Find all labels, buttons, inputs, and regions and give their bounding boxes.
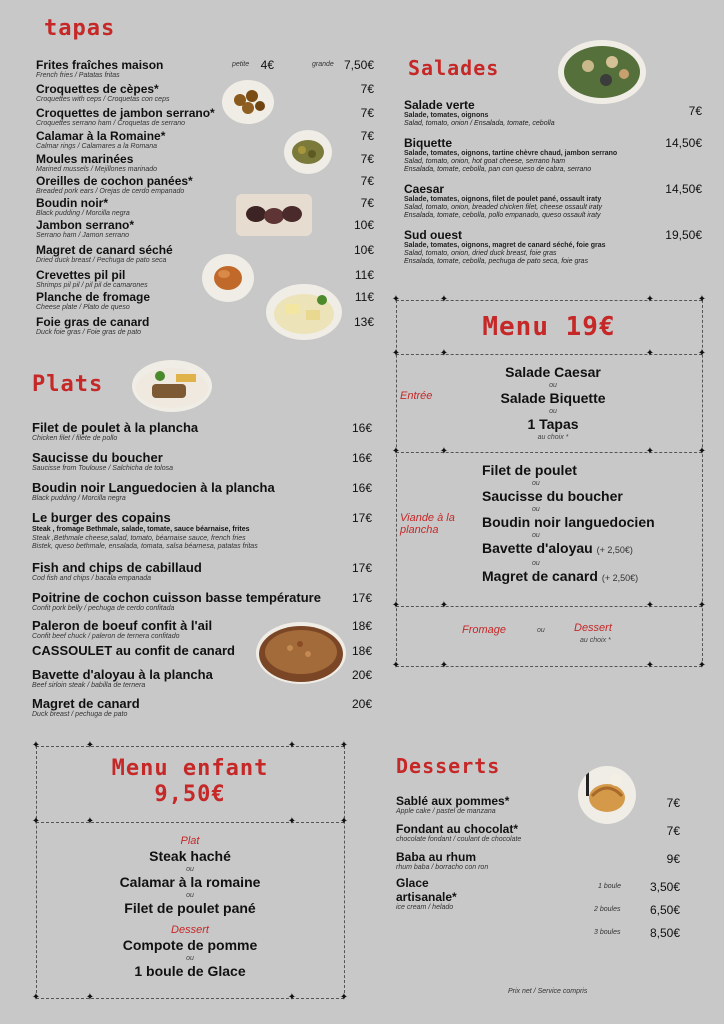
glace-size-label: 2 boules — [594, 906, 621, 913]
entree-item: Salade Caesar — [505, 364, 601, 380]
plat-item — [32, 696, 140, 719]
item-price: 7€ — [666, 796, 680, 810]
tapas-item — [36, 58, 163, 80]
item-name: Biquette — [404, 136, 452, 150]
plats-title: Plats — [32, 372, 104, 397]
star-icon: ✦ — [287, 992, 297, 1003]
item-name: Boudin noir Languedocien à la plancha — [32, 480, 275, 495]
item-translation: Croquettes with ceps / Croquetas con ceps — [36, 96, 170, 103]
viande-item: Filet de poulet — [482, 462, 577, 478]
item-translation: Saucisse from Toulouse / Salchicha de tolosa — [32, 465, 173, 472]
plat-item — [32, 667, 213, 690]
item-description: Salade, tomates, oignons, tartine chèvre chaud, jambon serrano — [404, 150, 618, 157]
supplement-price: (+ 2,50€) — [601, 573, 639, 583]
star-icon: ✦ — [645, 348, 655, 359]
enfant-dessert: Compote de pomme — [122, 937, 258, 953]
item-name: Poitrine de cochon cuisson basse température — [32, 590, 321, 605]
item-price: 16€ — [351, 481, 372, 495]
item-price: 18€ — [351, 619, 372, 633]
tapas-item — [36, 290, 150, 312]
item-translation: Salad, tomato, onion, dried duck breast, foie gras — [404, 250, 557, 257]
plat-item — [32, 560, 202, 583]
dessert-item — [396, 794, 509, 816]
item-name: CASSOULET au confit de canard — [32, 643, 235, 658]
item-price: 18€ — [351, 644, 372, 658]
item-price: 20€ — [351, 697, 372, 711]
salade-photo — [558, 40, 646, 104]
tapas-item — [36, 196, 130, 218]
item-description: Salade, tomates, oignons, magret de canard séché, foie gras — [404, 242, 606, 249]
item-price: 7€ — [360, 82, 374, 96]
boudin-photo — [236, 194, 312, 236]
star-icon: ✦ — [645, 294, 655, 305]
star-icon: ✦ — [391, 600, 401, 611]
salade-item — [404, 228, 606, 266]
item-price: 7€ — [688, 104, 702, 118]
viande-label: Viande à la plancha — [400, 512, 455, 536]
salade-item — [404, 136, 617, 174]
crevettes-photo — [202, 254, 254, 302]
item-name: Croquettes de jambon serrano* — [36, 106, 215, 120]
item-price: 17€ — [351, 591, 372, 605]
dessert-label: Dessert — [574, 622, 612, 634]
viande-item: Bavette d'aloyau (+ 2,50€) — [482, 540, 633, 556]
star-icon: ✦ — [339, 740, 349, 751]
viande-item: Saucisse du boucher — [482, 488, 623, 504]
fromage-label: Fromage — [462, 624, 507, 636]
item-name: Calamar à la Romaine* — [36, 129, 166, 143]
star-icon: ✦ — [697, 348, 707, 359]
item-translation: Chicken filet / filete de pollo — [32, 435, 118, 442]
desserts-title: Desserts — [396, 754, 501, 778]
item-name: Sud ouest — [404, 228, 463, 242]
item-translation: Cod fish and chips / bacala empanada — [32, 575, 152, 582]
enfant-title: Menu enfant 9,50€ — [111, 756, 269, 807]
item-translation: Ensalada, tomate, cebolla, pollo empanado, queso ossault iraty — [404, 212, 601, 219]
dessert-label: Dessert — [171, 924, 209, 936]
entree-item: 1 Tapas — [527, 416, 579, 432]
ou-separator: ou — [186, 866, 194, 873]
star-icon: ✦ — [339, 992, 349, 1003]
ou-separator: ou — [532, 506, 540, 513]
plat-item — [32, 420, 198, 443]
item-name: Fish and chips de cabillaud — [32, 560, 202, 575]
tapas-item — [36, 218, 134, 240]
salades-title: Salades — [408, 56, 500, 80]
star-icon: ✦ — [339, 816, 349, 827]
entree-item: Salade Biquette — [500, 390, 606, 406]
enfant-items — [36, 834, 344, 980]
menu19-title: Menu 19€ — [482, 312, 616, 342]
item-translation: Steak ,Bethmale cheese,salad, tomato, béarnaise sauce, french fries — [32, 535, 246, 542]
star-icon: ✦ — [287, 740, 297, 751]
fromage-photo — [266, 284, 342, 340]
item-translation: Salad, tomato, onion, hot goat cheese, serrano ham — [404, 158, 566, 165]
item-price: 17€ — [351, 511, 372, 525]
dessert-item — [396, 850, 488, 872]
croquettes-photo — [222, 80, 274, 124]
item-translation: Croquettes serrano ham / Croquetas de serrano — [36, 120, 186, 127]
glace-price: 8,50€ — [649, 926, 680, 940]
item-translation: Dried duck breast / Pechuga de pato seca — [36, 257, 167, 264]
plat-item — [32, 643, 235, 658]
star-icon: ✦ — [391, 294, 401, 305]
star-icon: ✦ — [439, 294, 449, 305]
menu19-entrees — [460, 364, 646, 442]
star-icon: ✦ — [439, 348, 449, 359]
star-icon: ✦ — [645, 446, 655, 457]
item-translation: Calmar rings / Calamares a la Romana — [36, 143, 157, 150]
supplement-price: (+ 2,50€) — [596, 545, 633, 555]
ou-separator: ou — [532, 560, 540, 567]
enfant-plat: Filet de poulet pané — [124, 900, 256, 916]
item-translation: Salad, tomato, onion, breaded chicken filet, cheese ossault iraty — [404, 204, 603, 211]
ou-separator: ou — [532, 480, 540, 487]
plat-item — [32, 450, 173, 473]
item-price: 11€ — [354, 290, 374, 304]
item-price: 9€ — [666, 852, 680, 866]
item-name: Filet de poulet à la plancha — [32, 420, 199, 435]
item-price: 16€ — [351, 451, 372, 465]
item-name: Bavette d'aloyau à la plancha — [32, 667, 213, 682]
ou-separator: ou — [549, 382, 557, 389]
item-name: Salade verte — [404, 98, 475, 112]
star-icon: ✦ — [31, 816, 41, 827]
item-name: Fondant au chocolat* — [396, 822, 519, 836]
star-icon: ✦ — [85, 816, 95, 827]
glace-price: 3,50€ — [649, 880, 680, 894]
item-translation: Ensalada, tomate, cebolla, pechuga de pato seca, foie gras — [404, 258, 589, 265]
ou-separator: ou — [532, 532, 540, 539]
item-translation: Salad, tomato, onion / Ensalada, tomate, cebolla — [404, 120, 555, 127]
item-price: 10€ — [353, 218, 374, 232]
item-name: Boudin noir* — [36, 196, 108, 210]
item-name: Jambon serrano* — [36, 218, 135, 232]
item-translation: Duck foie gras / Foie gras de pato — [36, 329, 142, 336]
item-name: Caesar — [404, 182, 445, 196]
star-icon: ✦ — [645, 600, 655, 611]
star-icon: ✦ — [697, 294, 707, 305]
item-translation: Apple cake / pastel de manzana — [396, 808, 496, 815]
plat-item — [32, 510, 258, 551]
item-translation: Shrimps pil pil / pil pil de camarones — [36, 282, 148, 289]
plat-label: Plat — [180, 835, 200, 847]
star-icon: ✦ — [31, 992, 41, 1003]
menu19-viandes — [456, 462, 676, 587]
star-icon: ✦ — [697, 660, 707, 671]
item-name: Planche de fromage — [36, 290, 151, 304]
fish-chips-photo — [132, 360, 212, 412]
tapas-item — [36, 82, 169, 104]
item-price: 16€ — [351, 421, 372, 435]
item-price: 7€ — [666, 824, 680, 838]
plat-item — [32, 618, 212, 641]
viande-item: Magret de canard (+ 2,50€) — [482, 568, 639, 584]
item-description: Salade, tomates, oignons — [404, 112, 489, 119]
item-name: Moules marinées — [36, 152, 134, 166]
glace-size-label: 3 boules — [594, 929, 621, 936]
item-name: Frites fraîches maison — [36, 58, 164, 72]
star-icon: ✦ — [439, 660, 449, 671]
dessert-item — [396, 822, 521, 844]
item-translation: Confit beef chuck / paleron de ternera confitado — [32, 633, 180, 640]
item-name: Sablé aux pommes* — [396, 794, 510, 808]
star-icon: ✦ — [31, 740, 41, 751]
item-price: 19,50€ — [665, 228, 702, 242]
item-translation: Serrano ham / Jamon serrano — [36, 232, 129, 239]
item-translation: Duck breast / pechuga de pato — [32, 711, 128, 718]
item-translation: Cheese plate / Plato de queso — [36, 304, 130, 311]
item-name: Le burger des copains — [32, 510, 171, 525]
item-translation: Black pudding / Morcilla negra — [36, 210, 130, 217]
item-translation: Black pudding / Morcilla negra — [32, 495, 126, 502]
tapas-item — [36, 174, 193, 196]
star-icon: ✦ — [697, 446, 707, 457]
item-description: Steak , fromage Bethmale, salade, tomate, sauce béarnaise, frites — [32, 526, 250, 533]
item-price: 17€ — [351, 561, 372, 575]
item-price: 7€ — [360, 196, 374, 210]
item-price: 7€ — [360, 152, 374, 166]
item-name: Baba au rhum — [396, 850, 477, 864]
star-icon: ✦ — [645, 660, 655, 671]
star-icon: ✦ — [287, 816, 297, 827]
enfant-dessert: 1 boule de Glace — [134, 963, 246, 979]
tapas-item — [36, 106, 215, 128]
item-price: 7€ — [360, 106, 374, 120]
item-translation: Bistek, queso bethmale, ensalada, tomata, salsa béarnesa, patatas fritas — [32, 543, 258, 550]
plat-item — [32, 590, 321, 613]
item-name: Paleron de boeuf confit à l'ail — [32, 618, 213, 633]
moules-photo — [284, 130, 332, 174]
star-icon: ✦ — [391, 660, 401, 671]
enfant-plat: Steak haché — [149, 848, 231, 864]
tapas-note: au choix * — [537, 434, 569, 441]
footer-note: Prix net / Service compris — [508, 988, 588, 995]
star-icon: ✦ — [439, 600, 449, 611]
item-price: 10€ — [353, 243, 374, 257]
glace-price: 6,50€ — [649, 903, 680, 917]
item-price: 11€ — [354, 268, 374, 282]
tapas-item — [36, 129, 165, 151]
dessert-note: au choix * — [580, 637, 611, 644]
ou-separator: ou — [186, 955, 194, 962]
tapas-item — [36, 268, 148, 290]
item-name: Oreilles de cochon panées* — [36, 174, 193, 188]
entree-label: Entrée — [400, 390, 433, 402]
item-price: 20€ — [351, 668, 372, 682]
item-price: 14,50€ — [665, 136, 702, 150]
item-translation: Ensalada, tomate, cebolla, pan con queso de cabra, serrano — [404, 166, 592, 173]
item-price: 7€ — [360, 129, 374, 143]
item-name: Croquettes de cèpes* — [36, 82, 159, 96]
item-translation: rhum baba / borracho con ron — [396, 864, 489, 871]
salade-item — [404, 98, 555, 128]
size-label: petite — [232, 61, 250, 68]
item-translation: Breaded pork ears / Orejas de cerdo empanado — [36, 188, 185, 195]
ou-separator: ou — [186, 892, 194, 899]
item-name: Magret de canard séché — [36, 243, 173, 257]
glace-item: Glace artisanale* ice cream / helado — [396, 876, 457, 911]
ou-separator: ou — [537, 627, 545, 634]
cassoulet-photo — [256, 622, 346, 684]
ou-separator: ou — [549, 408, 557, 415]
tapas-item — [36, 315, 149, 337]
item-name: Saucisse du boucher — [32, 450, 163, 465]
item-name: Magret de canard — [32, 696, 140, 711]
tapas-item — [36, 152, 157, 174]
item-price: 14,50€ — [665, 182, 702, 196]
enfant-plat: Calamar à la romaine — [119, 874, 261, 890]
item-price: 13€ — [353, 315, 374, 329]
star-icon: ✦ — [391, 446, 401, 457]
item-translation: Beef sirloin steak / babilla de ternera — [32, 682, 146, 689]
size-label: grande — [312, 61, 334, 68]
tapas-title: tapas — [44, 16, 116, 41]
tapas-item — [36, 243, 173, 265]
item-price: 7€ — [360, 174, 374, 188]
plat-item — [32, 480, 275, 503]
item-translation: Marined mussels / Mejillones marinado — [36, 166, 157, 173]
item-translation: chocolate fondant / coulant de chocolate — [396, 836, 522, 843]
item-translation: French fries / Patatas fritas — [36, 72, 120, 79]
item-translation: Confit pork belly / pechuga de cerdo confitada — [32, 605, 175, 612]
sable-photo — [578, 766, 636, 824]
star-icon: ✦ — [439, 446, 449, 457]
item-price: 7,50€ — [343, 58, 374, 72]
glace-size-label: 1 boule — [598, 883, 621, 890]
salade-item — [404, 182, 602, 220]
viande-item: Boudin noir languedocien — [482, 514, 655, 530]
star-icon: ✦ — [391, 348, 401, 359]
star-icon: ✦ — [697, 600, 707, 611]
item-price: 4€ — [260, 58, 274, 72]
star-icon: ✦ — [85, 992, 95, 1003]
item-description: Salade, tomates, oignons, filet de poulet pané, ossault iraty — [404, 196, 602, 203]
item-name: Foie gras de canard — [36, 315, 150, 329]
star-icon: ✦ — [85, 740, 95, 751]
item-name: Crevettes pil pil — [36, 268, 126, 282]
